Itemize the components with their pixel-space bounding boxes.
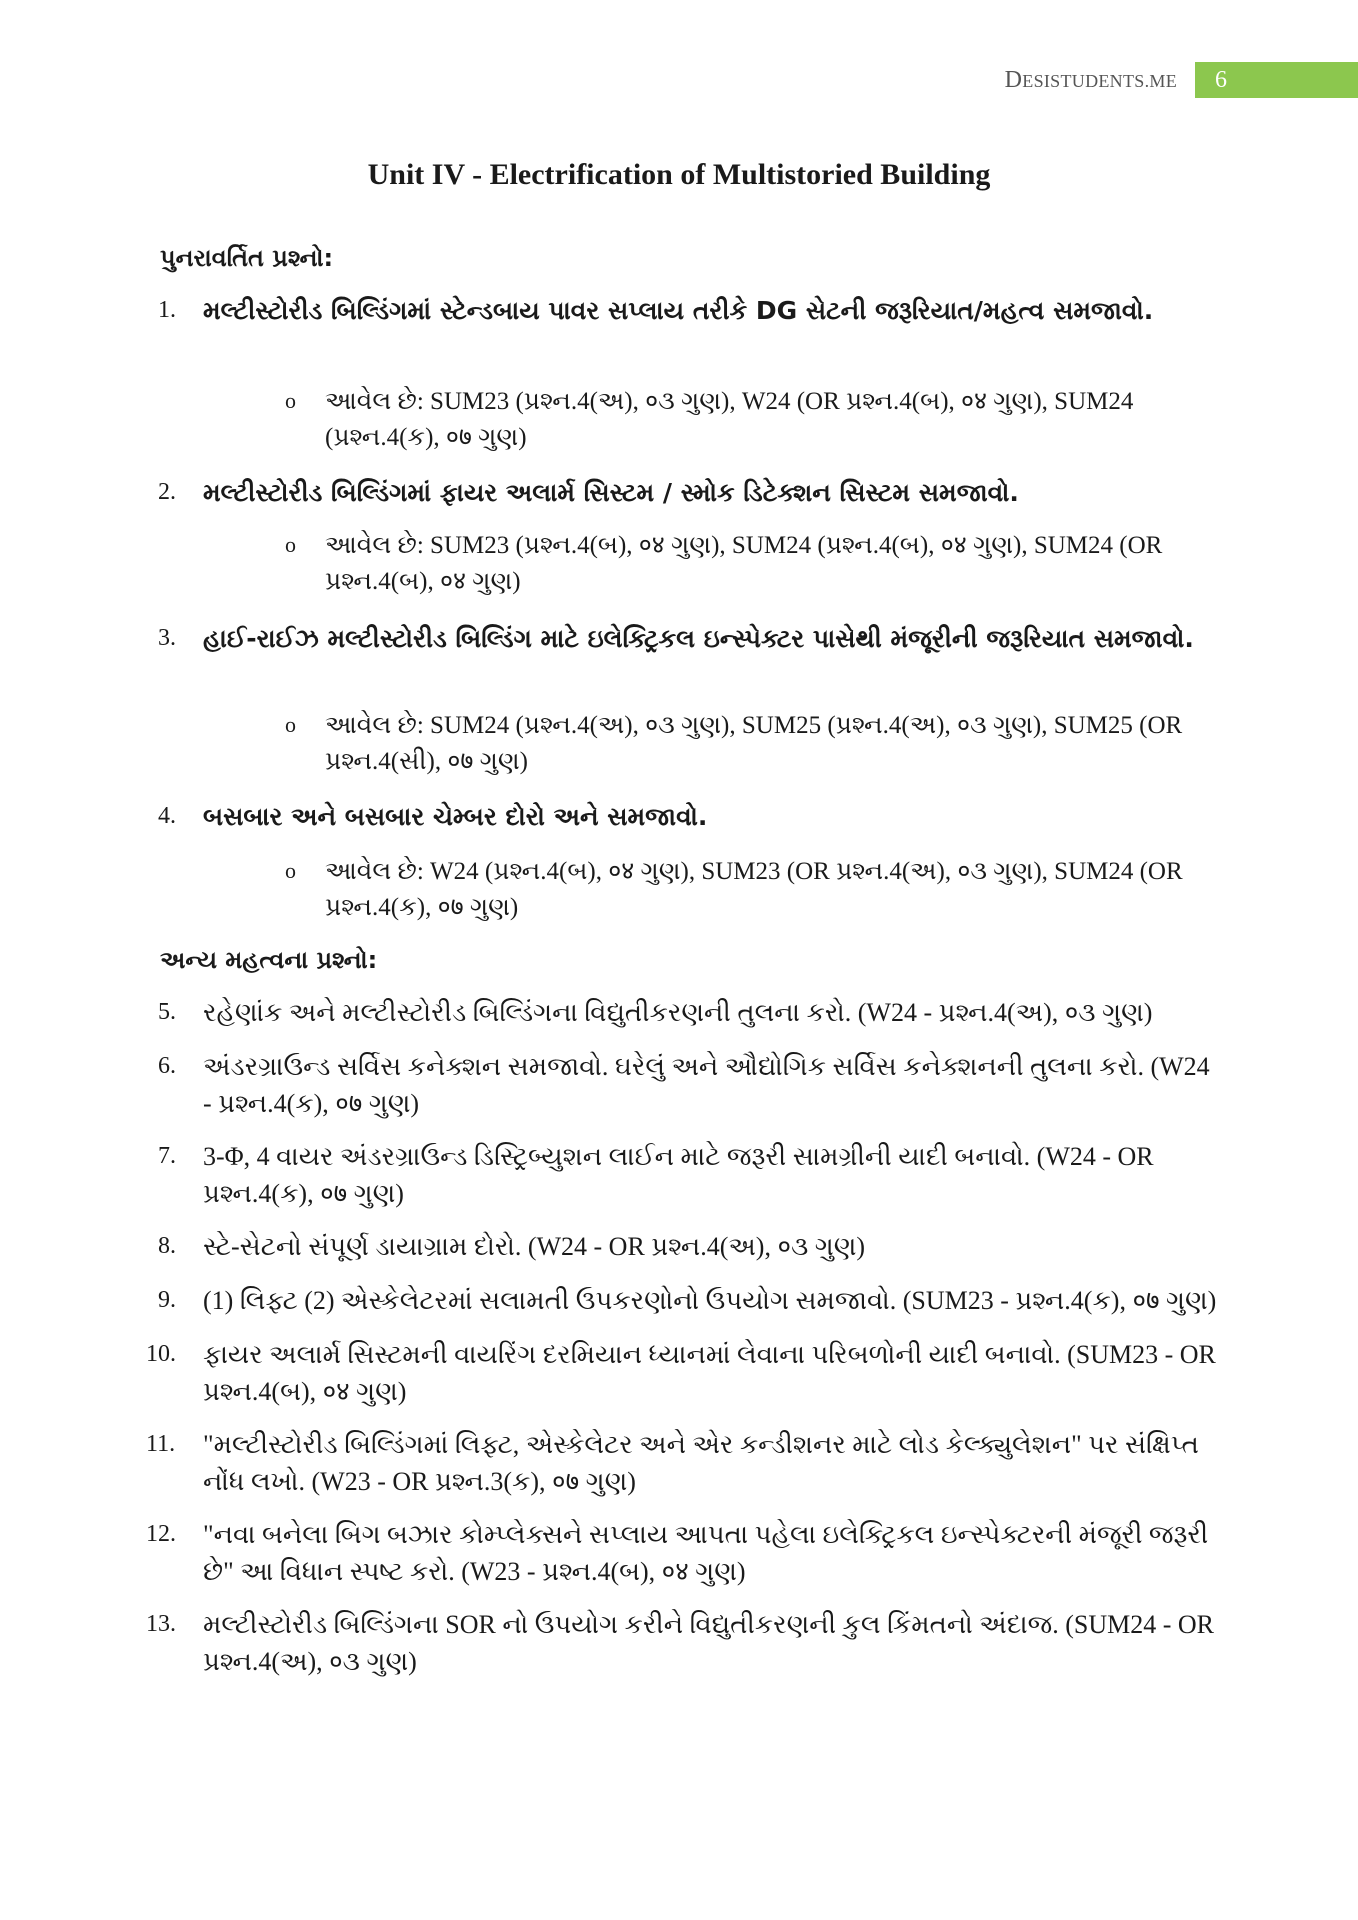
question-5: 5. રહેણાંક અને મલ્ટીસ્ટોરીડ બિલ્ડિંગના વિદ્યુતીકરણની તુલના કરો. (W24 - પ્રશ્ન.4(અ), ०૩ ગુણ) [158, 998, 1153, 1027]
question-7: 7. 3-Φ, 4 વાયર અંડરગ્રાઉન્ડ ડિસ્ટ્રિબ્યુશન લાઈન માટે જરૂરી સામગ્રીની યાદી બનાવો. (W24 - OR પ્રશ્ન.4(ક), ०७ ગુણ) [158, 1142, 1154, 1208]
question-4-appeared: o આવેલ છે: W24 (પ્રશ્ન.4(બ), ०४ ગુણ), SUM23 (OR પ્રશ્ન.4(અ), ०૩ ગુણ), SUM24 (OR પ્રશ્ન.4(ક), ०७ ગુણ) [285, 858, 1183, 921]
question-3-appeared: o આવેલ છે: SUM24 (પ્રશ્ન.4(અ), ०૩ ગુણ), SUM25 (પ્રશ્ન.4(અ), ०૩ ગુણ), SUM25 (OR પ્રશ્ન.4(સી), ०७ ગુણ) [285, 712, 1183, 775]
question-12: 12. "નવા બનેલા બિગ બઝાર કોમ્પ્લેક્સને સપ્લાય આપતા પહેલા ઇલેક્ટ્રિકલ ઇન્સ્પેક્ટરની મંજૂરી જરૂરી છે" આ વિધાન સ્પષ્ટ કરો. (W23 - પ્રશ્ન.4(બ), ०४ ગુણ) [146, 1520, 1209, 1586]
site-name: DESISTUDENTS.ME [1004, 66, 1177, 93]
question-6: 6. અંડરગ્રાઉન્ડ સર્વિસ કનેક્શન સમજાવો. ઘરેલું અને ઔદ્યોગિક સર્વિસ કનેક્શનની તુલના કરો. (W24 - પ્રશ્ન.4(ક), ०७ ગુણ) [158, 1052, 1210, 1118]
question-8: 8. સ્ટે-સેટનો સંપૂર્ણ ડાયાગ્રામ દોરો. (W24 - OR પ્રશ્ન.4(અ), ०૩ ગુણ) [158, 1232, 866, 1261]
question-1: 1. મલ્ટીસ્ટોરીડ બિલ્ડિંગમાં સ્ટેન્ડબાય પાવર સપ્લાય તરીકે DG સેટની જરૂરિયાત/મહત્વ સમજાવો. [158, 296, 1154, 325]
section-other-heading: અન્ય મહત્વના પ્રશ્નો: [160, 946, 378, 974]
question-13: 13. મલ્ટીસ્ટોરીડ બિલ્ડિંગના SOR નો ઉપયોગ કરીને વિદ્યુતીકરણની કુલ કિંમતનો અંદાજ. (SUM24 - OR પ્રશ્ન.4(અ), ०૩ ગુણ) [146, 1610, 1214, 1676]
section-repeated-heading: પુનરાવર્તિત પ્રશ્નો: [160, 244, 334, 272]
question-4: 4. બસબાર અને બસબાર ચેમ્બર દોરો અને સમજાવો. [158, 802, 708, 831]
question-2: 2. મલ્ટીસ્ટોરીડ બિલ્ડિંગમાં ફાયર અલાર્મ સિસ્ટમ / સ્મોક ડિટેક્શન સિસ્ટમ સમજાવો. [158, 478, 1019, 507]
page-number: 6 [1195, 62, 1358, 98]
question-9: 9. (1) લિફ્ટ (2) એસ્કેલેટરમાં સલામતી ઉપકરણોનો ઉપયોગ સમજાવો. (SUM23 - પ્રશ્ન.4(ક), ०७ ગુણ) [158, 1286, 1217, 1315]
question-1-appeared: o આવેલ છે: SUM23 (પ્રશ્ન.4(અ), ०૩ ગુણ), W24 (OR પ્રશ્ન.4(બ), ०४ ગુણ), SUM24 (પ્રશ્ન.4(ક), ०७ ગુણ) [285, 388, 1134, 451]
question-2-appeared: o આવેલ છે: SUM23 (પ્રશ્ન.4(બ), ०४ ગુણ), SUM24 (પ્રશ્ન.4(બ), ०४ ગુણ), SUM24 (OR પ્રશ્ન.4(બ), ०४ ગુણ) [285, 532, 1163, 595]
unit-title: Unit IV - Electrification of Multistoried Building [367, 158, 991, 191]
question-3: 3. હાઈ-રાઈઝ મલ્ટીસ્ટોરીડ બિલ્ડિંગ માટે ઇલેક્ટ્રિકલ ઇન્સ્પેક્ટર પાસેથી મંજૂરીની જરૂરિયાત સમજાવો. [158, 624, 1194, 653]
question-10: 10. ફાયર અલાર્મ સિસ્ટમની વાયરિંગ દરમિયાન ધ્યાનમાં લેવાના પરિબળોની યાદી બનાવો. (SUM23 - OR પ્રશ્ન.4(બ), ०४ ગુણ) [146, 1340, 1216, 1406]
page-header [1005, 62, 1358, 98]
question-11: 11. "મલ્ટીસ્ટોરીડ બિલ્ડિંગમાં લિફ્ટ, એસ્કેલેટર અને એર કન્ડીશનર માટે લોડ કેલ્ક્યુલેશન" પર સંક્ષિપ્ત નોંધ લખો. (W23 - OR પ્રશ્ન.3(ક), ०७ ગુણ) [146, 1430, 1199, 1496]
